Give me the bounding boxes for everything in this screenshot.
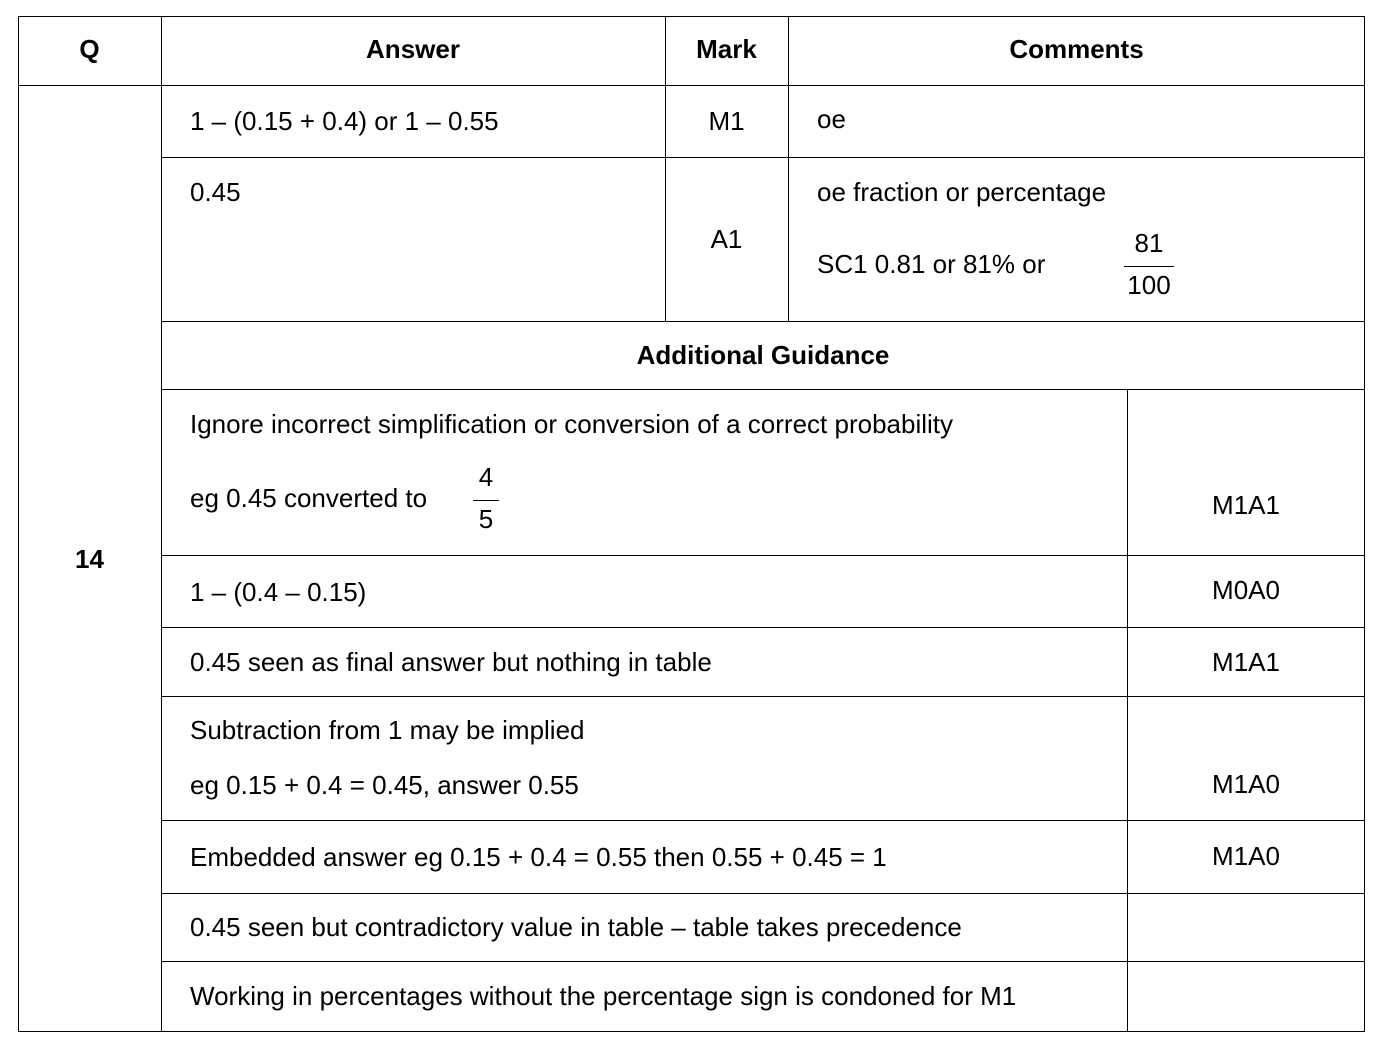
- row-divider-5: [161, 627, 1365, 628]
- fraction-4-5: [473, 462, 499, 538]
- guidance-mark-column-divider: [1127, 390, 1128, 1032]
- guidance-5-text: Embedded answer eg 0.15 + 0.4 = 0.55 then 0.55 + 0.45 = 1: [190, 842, 887, 872]
- border-top: [18, 16, 1365, 17]
- guidance-4-line-1: Subtraction from 1 may be implied: [190, 715, 585, 745]
- guidance-6-text: 0.45 seen but contradictory value in table – table takes precedence: [190, 912, 962, 942]
- fraction-81-100: [1124, 228, 1174, 304]
- mark-a1: A1: [710, 224, 743, 254]
- guidance-4-line-2: eg 0.15 + 0.4 = 0.45, answer 0.55: [190, 770, 579, 800]
- comment-special-case: SC1 0.81 or 81% or: [817, 249, 1046, 279]
- row-divider-2: [161, 321, 1365, 322]
- q-column-divider: [161, 16, 162, 1032]
- row-divider-8: [161, 893, 1365, 894]
- guidance-5-mark: M1A0: [1212, 841, 1280, 871]
- border-bottom: [18, 1031, 1365, 1032]
- header-answer: Answer: [366, 34, 460, 64]
- fraction-denominator: 5: [478, 504, 494, 534]
- guidance-7-text: Working in percentages without the percentage sign is condoned for M1: [190, 981, 1017, 1011]
- border-left: [18, 16, 19, 1032]
- guidance-title: Additional Guidance: [636, 340, 890, 370]
- comment-oe: oe: [817, 104, 846, 134]
- guidance-2-text: 1 – (0.4 – 0.15): [190, 577, 367, 607]
- row-divider-6: [161, 696, 1365, 697]
- guidance-1-line-2: eg 0.45 converted to: [190, 483, 428, 513]
- fraction-bar: [473, 500, 499, 501]
- header-comments: Comments: [1009, 34, 1144, 64]
- header-mark: Mark: [696, 34, 757, 64]
- header-divider: [18, 85, 1365, 86]
- row-divider-7: [161, 820, 1365, 821]
- row-divider-9: [161, 961, 1365, 962]
- mark-scheme-table: [18, 16, 1365, 1032]
- question-number: 14: [75, 544, 104, 574]
- guidance-4-mark: M1A0: [1212, 769, 1280, 799]
- comment-line-1: oe fraction or percentage: [817, 177, 1107, 207]
- guidance-1-line-1: Ignore incorrect simplification or conversion of a correct probability: [190, 409, 954, 439]
- answer-method: 1 – (0.15 + 0.4) or 1 – 0.55: [190, 106, 499, 136]
- row-divider-1: [161, 157, 1365, 158]
- fraction-denominator: 100: [1127, 270, 1171, 300]
- guidance-3-mark: M1A1: [1212, 647, 1280, 677]
- fraction-bar: [1124, 266, 1174, 267]
- fraction-numerator: 81: [1134, 228, 1164, 258]
- row-divider-4: [161, 555, 1365, 556]
- row-divider-3: [161, 389, 1365, 390]
- mark-m1: M1: [708, 106, 745, 136]
- fraction-numerator: 4: [478, 462, 494, 492]
- guidance-1-mark: M1A1: [1212, 490, 1280, 520]
- answer-final: 0.45: [190, 177, 241, 207]
- border-right: [1364, 16, 1365, 1032]
- guidance-2-mark: M0A0: [1212, 575, 1280, 605]
- guidance-3-text: 0.45 seen as final answer but nothing in table: [190, 647, 712, 677]
- header-q: Q: [79, 34, 100, 64]
